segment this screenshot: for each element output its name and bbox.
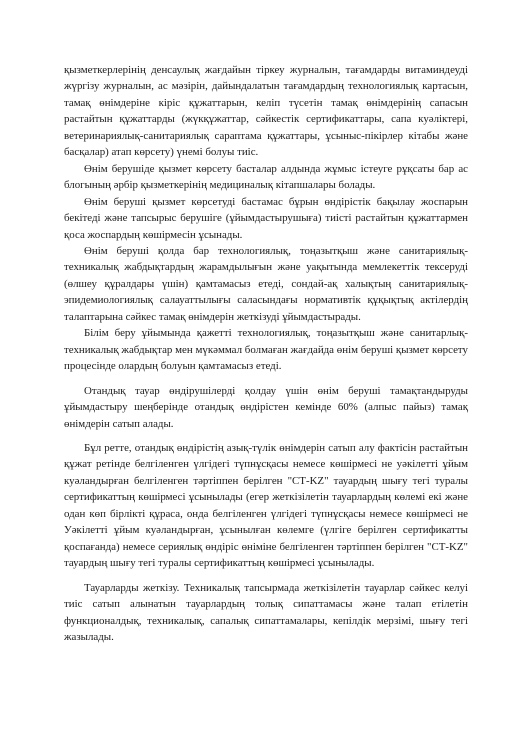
paragraph-domestic-producers: Отандық тауар өндірушілерді қолдау үшін өнім беруші тамақтандыруды ұйымдастыру шеңберінде отандық өндірістен кемінде 60% (алпыс пайыз) тамақ өнімдерін сатып алады.	[64, 384, 468, 430]
paragraph-production-control-plan: Өнім беруші қызмет көрсетуді бастамас бұрын өндірістік бақылау жоспарын бекітеді және тапсырыс берушіге (ұйымдастырушыға) тиісті растайтын құжаттармен қоса жоспардың көшірмесін ұсынады.	[64, 195, 468, 241]
paragraph-origin-certificate: Бұл ретте, отандық өндірістің азық-түлік өнімдерін сатып алу фактісін растайтын құжат ретінде белгіленген үлгідегі түпнұсқасы немесе көшірмесі не уәкілетті ұйым куәландырған белгіленген тәртіппен берілген "СТ-KZ" тауардың шығу тегі туралы сертификаттың көшірмесі ұсынылады (егер жеткізілетін тауарлардың көлемі екі және одан көп бірлікті құраса, онда белгіленген үлгідегі түпнұсқасы немесе көшірмесі не Уәкілетті ұйым куәландырған, ұсынылған көлемге (үлгіге берілген сертификатты қоспағанда) немесе сериялық өндіріс өніміне белгіленген тәртіппен берілген "СТ-KZ" тауардың шығу тегі туралы сертификаттың көшірмесі ұсынылады.	[64, 441, 468, 570]
paragraph-equipment-suitability: Өнім беруші қолда бар технологиялық, тоңазытқыш және санитариялық-техникалық жабдықтардың жарамдылығын және уақытында мемлекеттік тексеруді (өлшеу құралдары үшін) қамтамасыз етеді, сондай-ақ халықтың санитариялық-эпидемиологиялық салауаттылығы саласындағы нормативтік құқықтық актілердің талаптарына сәйкес тамақ өнімдерін жеткізуді ұйымдастырады.	[64, 244, 468, 323]
paragraph-missing-equipment: Білім беру ұйымында қажетті технологиялық, тоңазытқыш және санитарлық-техникалық жабдықтар мен мүкәммал болмаған жағдайда өнім беруші қызмет көрсету процесінде олардың болуын қамтамасыз етеді.	[64, 327, 468, 373]
paragraph-goods-delivery: Тауарларды жеткізу. Техникалық тапсырмада жеткізілетін тауарлар сәйкес келуі тиіс сатып алынатын тауарлардың толық сипаттамасы және талап етілетін функционалдық, техникалық, сапалық сипаттамалары, кепілдік мерзімі, шығу тегі жазылады.	[64, 581, 468, 643]
document-body	[64, 62, 468, 645]
paragraph-journals-list: қызметкерлерінің денсаулық жағдайын тіркеу журналын, тағамдарды витаминдеуді жүргізу журналын, ас мәзірін, дайындалатын тағамдардың технологиялық картасын, тамақ өнімдеріне кіріс құжаттарын, келіп түсетін тамақ өнімдерінің сапасын растайтын құжаттарды (жүкқұжаттар, сәйкестік сертификаттары, сапа куәліктері, ветеринариялық-санитариялық сараптама құжаттары, ұсыныс-пікірлер кітабы және басқалар) атап көрсету) үнемі болуы тиіс.	[64, 64, 468, 159]
paragraph-medical-books: Өнім берушіде қызмет көрсету басталар алдында жұмыс істеуге рұқсаты бар ас блогының әрбір қызметкерінің медициналық кітапшалары болады.	[64, 162, 468, 192]
